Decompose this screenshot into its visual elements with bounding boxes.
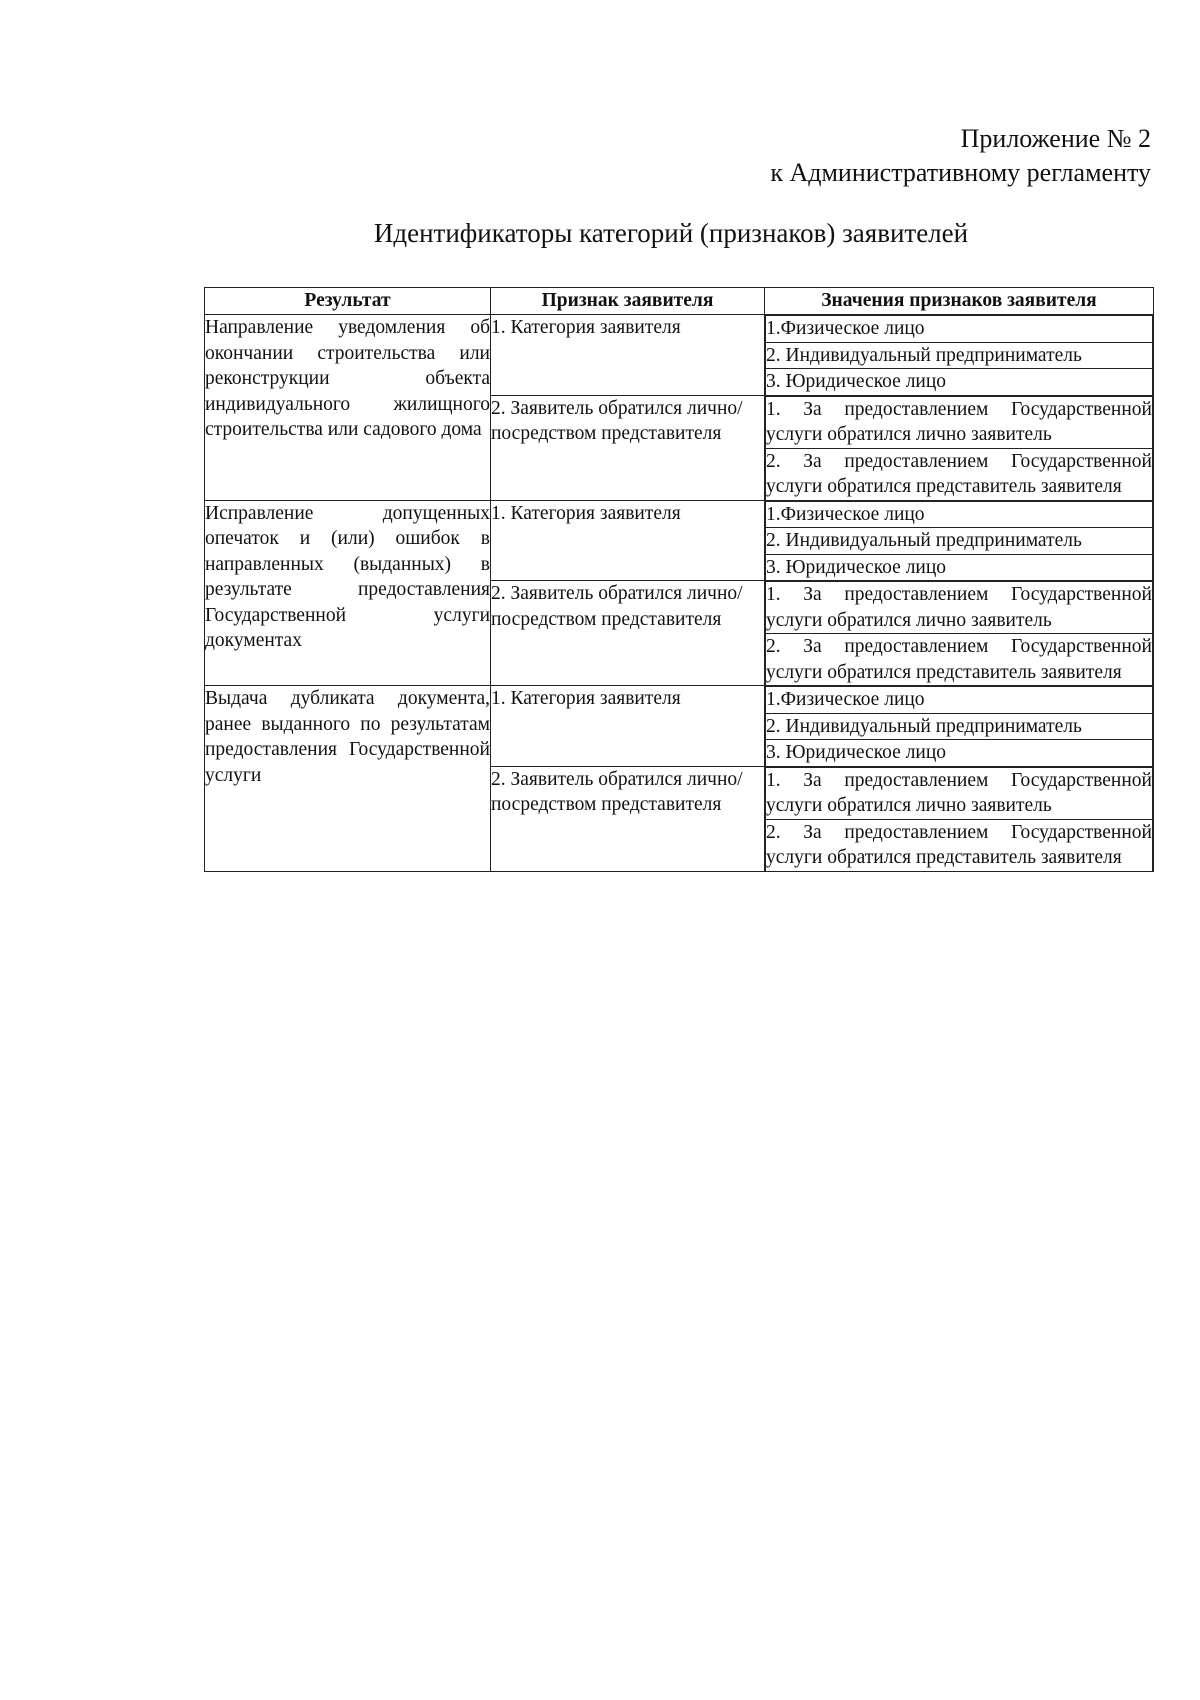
value-item: 2. Индивидуальный предприниматель	[766, 713, 1153, 740]
document-title: Идентификаторы категорий (признаков) заявителей	[373, 218, 969, 248]
value-item: 1. За предоставлением Государственной услуги обратился лично заявитель	[766, 767, 1153, 819]
value-item: 2. За предоставлением Государственной услуги обратился представитель заявителя	[766, 819, 1153, 871]
appendix-number: Приложение № 2	[960, 124, 1151, 153]
value-item: 1. За предоставлением Государственной услуги обратился лично заявитель	[766, 396, 1153, 448]
value-item: 2. За предоставлением Государственной услуги обратился представитель заявителя	[766, 634, 1153, 686]
value-item: 3. Юридическое лицо	[766, 554, 1153, 580]
table-row	[205, 500, 1154, 581]
sign-cell: 1. Категория заявителя	[491, 686, 765, 767]
identifiers-table	[204, 287, 1154, 872]
result-cell: Выдача дубликата документа, ранее выданного по результатам предоставления Государственной услуги	[205, 686, 491, 872]
table-row	[205, 315, 1154, 396]
sign-cell: 2. Заявитель обратился лично/посредством представителя	[491, 395, 765, 500]
values-list	[765, 396, 1153, 500]
appendix-reference: к Административному регламенту	[770, 158, 1151, 187]
values-list	[765, 767, 1153, 871]
sign-cell: 2. Заявитель обратился лично/посредством представителя	[491, 581, 765, 686]
value-item: 2. За предоставлением Государственной услуги обратился представитель заявителя	[766, 448, 1153, 500]
value-item: 3. Юридическое лицо	[766, 740, 1153, 766]
value-item: 1. За предоставлением Государственной услуги обратился лично заявитель	[766, 582, 1153, 634]
value-item: 2. Индивидуальный предприниматель	[766, 342, 1153, 369]
values-cell	[765, 315, 1154, 396]
value-item: 1.Физическое лицо	[766, 316, 1153, 343]
values-cell	[765, 500, 1154, 581]
values-cell	[765, 395, 1154, 500]
values-list	[765, 686, 1153, 766]
values-cell	[765, 766, 1154, 871]
values-list	[765, 315, 1153, 395]
values-list	[765, 581, 1153, 685]
sign-cell: 1. Категория заявителя	[491, 500, 765, 581]
column-header-sign: Признак заявителя	[491, 288, 765, 315]
value-item: 1.Физическое лицо	[766, 501, 1153, 528]
value-item: 2. Индивидуальный предприниматель	[766, 528, 1153, 555]
result-cell: Направление уведомления об окончании строительства или реконструкции объекта индивидуального жилищного строительства или садового дома	[205, 315, 491, 501]
appendix-header	[770, 122, 1151, 190]
values-list	[765, 501, 1153, 581]
value-item: 1.Физическое лицо	[766, 687, 1153, 714]
sign-cell: 2. Заявитель обратился лично/посредством представителя	[491, 766, 765, 871]
table-row	[205, 686, 1154, 767]
column-header-result: Результат	[205, 288, 491, 315]
column-header-values: Значения признаков заявителя	[765, 288, 1154, 315]
values-cell	[765, 686, 1154, 767]
sign-cell: 1. Категория заявителя	[491, 315, 765, 396]
result-cell: Исправление допущенных опечаток и (или) ошибок в направленных (выданных) в результате предоставления Государственной услуги документах	[205, 500, 491, 686]
table-header-row	[205, 288, 1154, 315]
value-item: 3. Юридическое лицо	[766, 369, 1153, 395]
values-cell	[765, 581, 1154, 686]
